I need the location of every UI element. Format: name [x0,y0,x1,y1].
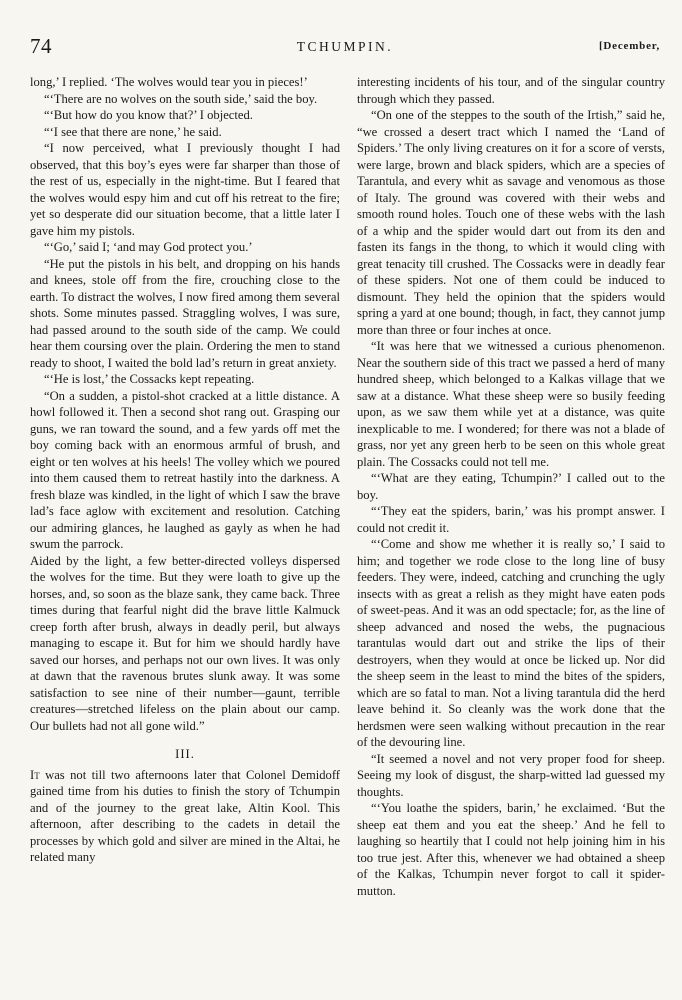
section-first-word: It [30,767,40,782]
paragraph: “‘You loathe the spiders, barin,’ he exclaimed. ‘But the sheep eat them and you eat the sheep.’ And he fell to laughing so heartily that I could not help joining him in his too true jest. After this, whenever we had obtained a sheep of the Kalkas, Tchumpin never forgot to call it spider-mutton. [357,801,665,898]
header-month: [December, [598,40,660,52]
paragraph: “It was here that we witnessed a curious phenomenon. Near the southern side of this tract we passed a herd of many hundred sheep, which belonged to a Kalkas village that we saw at a distance. What these sheep were so busily feeding upon, as we saw them while yet at a distance, was quite inexplicable to me. I wondered; for there was not a blade of grass, nor yet any green herb to be seen on this whole great plain. The Cossacks could not tell me. [357,339,665,469]
page-header [30,34,660,60]
paragraph: “‘But how do you know that?’ I objected. [44,108,253,122]
right-column [357,74,665,899]
section-first-paragraph [30,767,340,866]
paragraph: long,’ I replied. ‘The wolves would tear you in pieces!’ [30,75,308,89]
paragraph: Aided by the light, a few better-directed volleys dispersed the wolves for the time. But they were loath to give up the horses, and, so soon as the blaze sank, they came back. Three times during that fearful night did the brave little Kalmuck creep forth after brush, always in deadly peril, but always managing to escape it. But for him we should hardly have saved our horses, and perhaps not our own lives. It was only at dawn that the ravenous brutes slunk away. It was some satisfaction to see nine of their number—gaunt, terrible creatures—stretched lifeless on the plain about our camp. Our bullets had not all gone wild.” [30,553,340,733]
section-heading: III. [175,747,195,761]
paragraph: “‘Come and show me whether it is really so,’ I said to him; and together we rode close to the long line of busy feeders. They were, indeed, catching and crunching the ugly insects with as great a relish as they might have eaten pods of sweet-peas. And it was an odd spectacle; for, as the line of sheep advanced and nosed the webs, the pugnacious tarantulas would dart out and strike the lips of their destroyers, when they would at once be licked up. Nor did the sheep seem in the least to mind the bites of the spiders, which are so fatal to man. Not a living tarantula did the herd leave behind it. So cleanly was the work done that the herdsmen were seen walking without precaution in the rear of the devouring line. [357,537,665,749]
paragraph: “On one of the steppes to the south of the Irtish,” said he, “we crossed a desert tract which I named the ‘Land of Spiders.’ The only living creatures on it for a score of versts, were large, brown and black spiders, which are a species of Tarantula, and every whit as savage and venomous as those of Italy. The ground was covered with their webs and smooth round holes. Touch one of these webs with the lash of a whip and the spider would dart out from its den and fasten its fangs in the thong, to which it would cling with great tenacity till crushed. The Cossacks were in deadly fear of these spiders. Not one of them could be induced to dismount. They held the opinion that the spiders would spring a yard at one bound; though, in fact, they cannot jump more than three or four inches at once. [357,108,665,337]
paragraph: “He put the pistols in his belt, and dropping on his hands and knees, stole off from the fire, crouching close to the earth. To distract the wolves, I now fired among them several shots. Some minutes passed. Straggling wolves, I was sure, had passed around to the south side of the camp. We could hear them coursing over the plain. Ordering the men to stand ready to shoot, I waited the bold lad’s return in great anxiety. [30,256,340,370]
running-title: TCHUMPIN. [296,39,394,54]
paragraph: “On a sudden, a pistol-shot cracked at a little distance. A howl followed it. Then a second shot rang out. Grasping our guns, we ran toward the sound, and a few yards off met the boy coming back with an enormous armful of brush, and eight or ten wolves at his heels! The volley which we poured into them caused them to retreat hastily into the darkness. A fresh blaze was kindled, in the light of which I saw the brave lad’s face aglow with excitement and resolution. Catching our admiring glances, he laughed as gayly as when he had swum the parrock. [30,388,340,551]
paragraph: “‘I see that there are none,’ he said. [44,124,222,139]
paragraph: “‘He is lost,’ the Cossacks kept repeating. [44,372,255,386]
paragraph: interesting incidents of his tour, and of the singular country through which they passed. [357,75,665,106]
paragraph: “‘There are no wolves on the south side,’ said the boy. [44,91,318,106]
section-paragraph-text: was not till two afternoons later that Colonel Demidoff gained time from his duties to finish the story of Tchumpin and of the journey to the great lake, Altin Kool. This afternoon, after describing to the cadets in detail the processes by which gold and silver are mined in the Altai, he related many [30,767,340,864]
paragraph: “It seemed a novel and not very proper food for sheep. Seeing my look of disgust, the sharp-witted lad guessed my thoughts. [357,751,665,799]
paragraph: “‘What are they eating, Tchumpin?’ I called out to the boy. [357,471,665,502]
page-number: 74 [30,34,52,58]
paragraph: “‘Go,’ said I; ‘and may God protect you.’ [44,240,253,254]
paragraph: “I now perceived, what I previously thought I had observed, that this boy’s eyes were far sharper than those of the rest of us, especially in the night-time. But I feared that the wolves would espy him and cut off his retreat to the fire; yet so desperate did our situation become, that a little later I gave him my pistols. [30,141,340,238]
paragraph: “‘They eat the spiders, barin,’ was his prompt answer. I could not credit it. [357,504,665,535]
left-column [30,74,340,866]
